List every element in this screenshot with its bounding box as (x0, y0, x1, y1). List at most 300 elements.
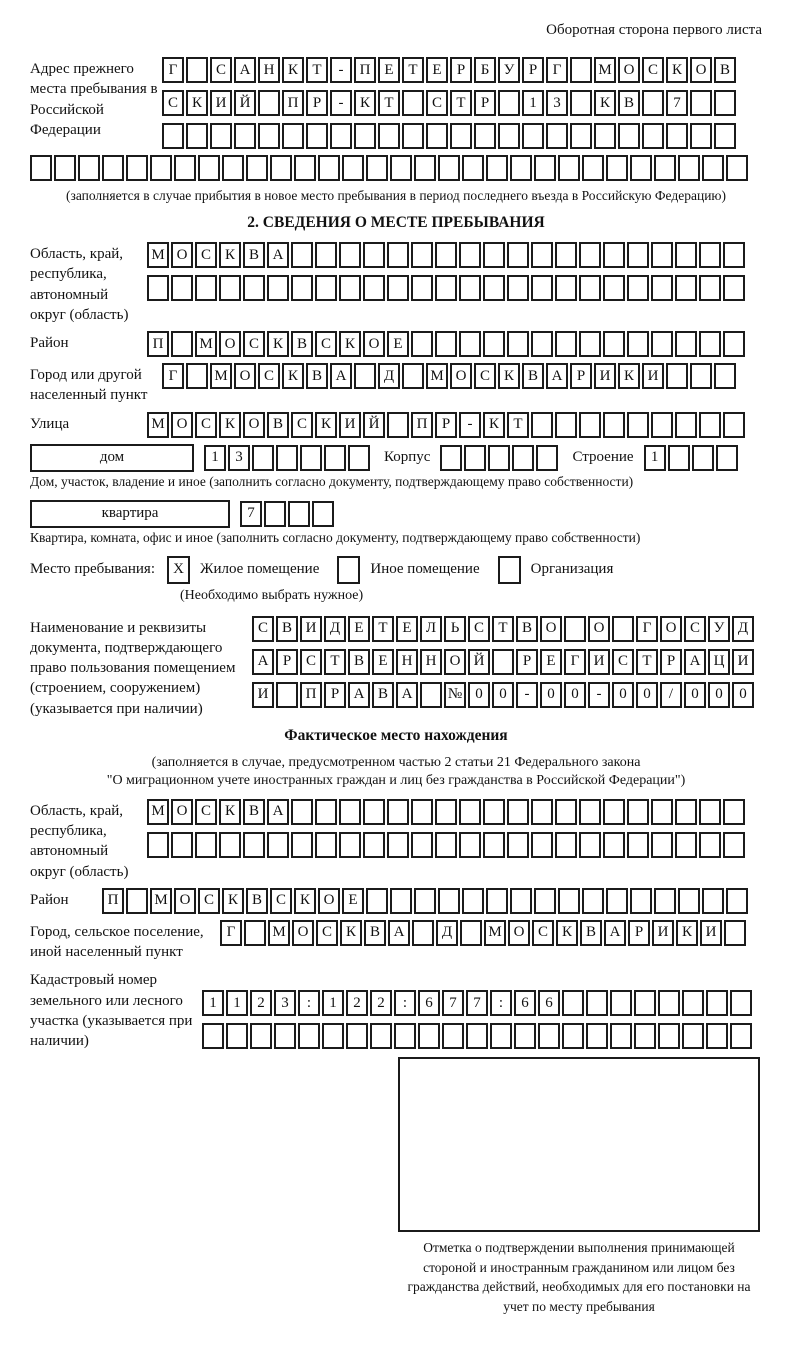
char-cell (186, 123, 208, 149)
char-cell (250, 1023, 272, 1049)
char-cell: В (364, 920, 386, 946)
char-cell: 3 (274, 990, 296, 1016)
stay-type-note: (Необходимо выбрать нужное) (180, 587, 364, 603)
actual-region-row-1 (147, 799, 762, 825)
char-cell (642, 90, 664, 116)
section2-title: 2. СВЕДЕНИЯ О МЕСТЕ ПРЕБЫВАНИЯ (247, 214, 545, 231)
actual-city-row (220, 920, 762, 946)
char-cell (342, 155, 364, 181)
char-cell (267, 832, 289, 858)
char-cell (531, 832, 553, 858)
house-number-cells (204, 445, 370, 471)
char-cell: М (268, 920, 290, 946)
char-cell: С (195, 242, 217, 268)
char-cell (610, 990, 632, 1016)
char-cell (171, 275, 193, 301)
actual-district-field (30, 888, 762, 914)
char-cell: И (210, 90, 232, 116)
char-cell: Н (420, 649, 442, 675)
char-cell: С (474, 363, 496, 389)
actual-region-row-2 (147, 832, 762, 858)
char-cell (726, 155, 748, 181)
char-cell: 2 (250, 990, 272, 1016)
char-cell: Т (378, 90, 400, 116)
char-cell (78, 155, 100, 181)
char-cell (603, 832, 625, 858)
char-cell (435, 242, 457, 268)
document-row-2 (252, 649, 762, 675)
char-cell: Р (570, 363, 592, 389)
char-cell (420, 682, 442, 708)
char-cell: 1 (644, 445, 666, 471)
checkbox-organization (498, 556, 521, 584)
char-cell (222, 155, 244, 181)
char-cell (312, 501, 334, 527)
char-cell (723, 331, 745, 357)
char-cell (435, 331, 457, 357)
char-cell: К (354, 90, 376, 116)
char-cell: И (700, 920, 722, 946)
actual-location-note-2: "О миграционном учете иностранных граждан и лиц без гражданства в Российской Федерации") (106, 772, 686, 788)
char-cell: 7 (442, 990, 464, 1016)
prev-address-row-4 (30, 155, 762, 181)
char-cell (603, 331, 625, 357)
char-cell: О (171, 799, 193, 825)
char-cell: П (102, 888, 124, 914)
char-cell (514, 1023, 536, 1049)
char-cell: 0 (540, 682, 562, 708)
char-cell (723, 242, 745, 268)
char-cell (459, 275, 481, 301)
char-cell: С (162, 90, 184, 116)
char-cell (315, 799, 337, 825)
char-cell: Й (363, 412, 385, 438)
char-cell (411, 275, 433, 301)
option-organization-label: Организация (530, 561, 614, 577)
char-cell (435, 832, 457, 858)
district-field (30, 331, 762, 357)
char-cell (682, 1023, 704, 1049)
char-cell (54, 155, 76, 181)
char-cell (538, 1023, 560, 1049)
char-cell: О (588, 616, 610, 642)
char-cell: Л (420, 616, 442, 642)
district-row (147, 331, 762, 357)
char-cell: Р (628, 920, 650, 946)
char-cell: Е (348, 616, 370, 642)
char-cell: - (330, 57, 352, 83)
char-cell: А (330, 363, 352, 389)
char-cell (555, 242, 577, 268)
actual-city-label: Город, сельское поселение, иной населенный пункт (30, 923, 204, 960)
char-cell (363, 242, 385, 268)
char-cell (315, 242, 337, 268)
char-cell: - (330, 90, 352, 116)
char-cell: И (252, 682, 274, 708)
char-cell: - (588, 682, 610, 708)
char-cell (466, 1023, 488, 1049)
char-cell: С (195, 799, 217, 825)
char-cell (486, 155, 508, 181)
char-cell: 1 (322, 990, 344, 1016)
char-cell (442, 1023, 464, 1049)
char-cell (459, 799, 481, 825)
char-cell (162, 123, 184, 149)
char-cell: В (306, 363, 328, 389)
char-cell (555, 331, 577, 357)
prev-address-row-1 (162, 57, 762, 83)
char-cell (507, 331, 529, 357)
char-cell: Р (435, 412, 457, 438)
char-cell: С (252, 616, 274, 642)
char-cell: Е (378, 57, 400, 83)
char-cell (564, 616, 586, 642)
char-cell (730, 1023, 752, 1049)
char-cell: Д (436, 920, 458, 946)
char-cell (402, 90, 424, 116)
char-cell (490, 1023, 512, 1049)
actual-region-field (30, 799, 762, 882)
char-cell: О (243, 412, 265, 438)
cadastral-field (30, 968, 762, 1051)
char-cell (459, 331, 481, 357)
char-cell (723, 275, 745, 301)
char-cell: К (315, 412, 337, 438)
char-cell: Т (402, 57, 424, 83)
char-cell (474, 123, 496, 149)
char-cell: О (508, 920, 530, 946)
char-cell (198, 155, 220, 181)
char-cell (435, 275, 457, 301)
char-cell: 1 (226, 990, 248, 1016)
char-cell (243, 832, 265, 858)
char-cell: Й (234, 90, 256, 116)
char-cell (507, 242, 529, 268)
char-cell: Т (636, 649, 658, 675)
char-cell: С (612, 649, 634, 675)
house-type-box: дом (30, 444, 194, 472)
char-cell: В (276, 616, 298, 642)
char-cell: Р (450, 57, 472, 83)
char-cell (654, 155, 676, 181)
char-cell (531, 412, 553, 438)
char-cell: С (300, 649, 322, 675)
char-cell: 0 (684, 682, 706, 708)
street-label: Улица (30, 415, 70, 432)
char-cell (723, 412, 745, 438)
region-field (30, 242, 762, 325)
char-cell (558, 155, 580, 181)
char-cell (668, 445, 690, 471)
char-cell (202, 1023, 224, 1049)
region-label: Область, край, республика, автономный округ (область) (30, 246, 129, 323)
actual-location-note-1: (заполняется в случае, предусмотренном частью 2 статьи 21 Федерального закона (151, 754, 641, 770)
char-cell (570, 90, 592, 116)
char-cell (276, 445, 298, 471)
char-cell (354, 363, 376, 389)
char-cell (291, 832, 313, 858)
header-note: Оборотная сторона первого листа (546, 22, 762, 38)
char-cell: Н (258, 57, 280, 83)
char-cell: 1 (202, 990, 224, 1016)
char-cell: Т (507, 412, 529, 438)
char-cell: : (298, 990, 320, 1016)
char-cell (498, 90, 520, 116)
char-cell: 7 (466, 990, 488, 1016)
char-cell: П (354, 57, 376, 83)
char-cell (586, 990, 608, 1016)
char-cell (171, 832, 193, 858)
char-cell: 3 (546, 90, 568, 116)
city-label: Город или другой населенный пункт (30, 367, 148, 404)
char-cell: К (219, 412, 241, 438)
checkbox-residential: X (167, 556, 190, 584)
char-cell (418, 1023, 440, 1049)
char-cell (264, 501, 286, 527)
char-cell (102, 155, 124, 181)
char-cell: В (372, 682, 394, 708)
char-cell (562, 1023, 584, 1049)
char-cell (570, 57, 592, 83)
char-cell (346, 1023, 368, 1049)
char-cell: 0 (468, 682, 490, 708)
char-cell (534, 155, 556, 181)
char-cell (666, 363, 688, 389)
char-cell (507, 799, 529, 825)
char-cell: 0 (708, 682, 730, 708)
char-cell: О (363, 331, 385, 357)
char-cell: Е (342, 888, 364, 914)
char-cell: О (234, 363, 256, 389)
char-cell (411, 331, 433, 357)
char-cell: О (450, 363, 472, 389)
char-cell (507, 275, 529, 301)
char-cell (630, 888, 652, 914)
char-cell (534, 888, 556, 914)
char-cell (651, 275, 673, 301)
actual-location-title: Фактическое место нахождения (284, 726, 508, 744)
street-row (147, 412, 762, 438)
char-cell (723, 832, 745, 858)
char-cell (666, 123, 688, 149)
char-cell (488, 445, 510, 471)
stay-type-row (30, 556, 762, 584)
char-cell: : (394, 990, 416, 1016)
char-cell: В (267, 412, 289, 438)
char-cell: А (388, 920, 410, 946)
char-cell (724, 920, 746, 946)
char-cell: 7 (666, 90, 688, 116)
char-cell: О (690, 57, 712, 83)
char-cell: Г (564, 649, 586, 675)
char-cell (464, 445, 486, 471)
char-cell (366, 888, 388, 914)
char-cell (300, 445, 322, 471)
korpus-label: Корпус (384, 449, 431, 465)
char-cell: С (198, 888, 220, 914)
char-cell (618, 123, 640, 149)
document-row-1 (252, 616, 762, 642)
char-cell: И (594, 363, 616, 389)
char-cell: А (546, 363, 568, 389)
char-cell (411, 832, 433, 858)
char-cell (195, 832, 217, 858)
char-cell (706, 1023, 728, 1049)
char-cell: В (522, 363, 544, 389)
char-cell (627, 275, 649, 301)
char-cell (579, 832, 601, 858)
char-cell: С (426, 90, 448, 116)
char-cell (603, 799, 625, 825)
char-cell (492, 649, 514, 675)
char-cell (394, 1023, 416, 1049)
char-cell: Д (324, 616, 346, 642)
char-cell (426, 123, 448, 149)
prev-address-note: (заполняется в случае прибытия в новое место пребывания в период последнего въезда в Российскую Федерацию) (65, 188, 727, 203)
char-cell (411, 799, 433, 825)
char-cell (627, 331, 649, 357)
char-cell (387, 412, 409, 438)
char-cell: И (732, 649, 754, 675)
char-cell (531, 331, 553, 357)
char-cell: А (348, 682, 370, 708)
char-cell: : (490, 990, 512, 1016)
char-cell (378, 123, 400, 149)
char-cell (510, 155, 532, 181)
char-cell (714, 123, 736, 149)
char-cell: А (684, 649, 706, 675)
char-cell (126, 888, 148, 914)
char-cell (579, 331, 601, 357)
char-cell: 2 (370, 990, 392, 1016)
char-cell: С (270, 888, 292, 914)
char-cell (186, 363, 208, 389)
char-cell: Т (450, 90, 472, 116)
char-cell (675, 799, 697, 825)
region-row-1 (147, 242, 762, 268)
char-cell: Д (732, 616, 754, 642)
char-cell: О (171, 412, 193, 438)
char-cell: С (315, 331, 337, 357)
char-cell (630, 155, 652, 181)
char-cell: Е (387, 331, 409, 357)
char-cell (678, 888, 700, 914)
char-cell (627, 832, 649, 858)
char-cell (440, 445, 462, 471)
char-cell (315, 275, 337, 301)
char-cell: С (258, 363, 280, 389)
char-cell: А (267, 242, 289, 268)
char-cell: Т (492, 616, 514, 642)
char-cell: Т (324, 649, 346, 675)
char-cell (390, 155, 412, 181)
char-cell (610, 1023, 632, 1049)
char-cell: Ь (444, 616, 466, 642)
apartment-row (30, 500, 762, 528)
char-cell (414, 155, 436, 181)
char-cell: 0 (636, 682, 658, 708)
char-cell (690, 363, 712, 389)
char-cell (651, 799, 673, 825)
char-cell (387, 242, 409, 268)
char-cell: С (195, 412, 217, 438)
char-cell (147, 275, 169, 301)
char-cell: О (618, 57, 640, 83)
street-field (30, 412, 762, 438)
cadastral-row-2 (202, 1023, 762, 1049)
char-cell: Е (396, 616, 418, 642)
char-cell (276, 682, 298, 708)
char-cell: К (618, 363, 640, 389)
char-cell (363, 799, 385, 825)
char-cell (675, 242, 697, 268)
char-cell (579, 242, 601, 268)
char-cell (562, 990, 584, 1016)
char-cell (460, 920, 482, 946)
stroenie-cells (644, 445, 738, 471)
char-cell: Т (306, 57, 328, 83)
char-cell (651, 242, 673, 268)
char-cell (699, 832, 721, 858)
char-cell (675, 331, 697, 357)
char-cell (702, 155, 724, 181)
char-cell (612, 616, 634, 642)
char-cell: А (267, 799, 289, 825)
char-cell (582, 888, 604, 914)
char-cell (531, 242, 553, 268)
char-cell: И (300, 616, 322, 642)
char-cell (339, 242, 361, 268)
char-cell (402, 123, 424, 149)
char-cell (411, 242, 433, 268)
char-cell (555, 799, 577, 825)
char-cell (658, 990, 680, 1016)
char-cell: С (532, 920, 554, 946)
char-cell: В (243, 242, 265, 268)
char-cell (339, 799, 361, 825)
char-cell: Е (372, 649, 394, 675)
char-cell: 0 (732, 682, 754, 708)
char-cell: А (234, 57, 256, 83)
char-cell: № (444, 682, 466, 708)
stay-type-label: Место пребывания: (30, 561, 155, 577)
char-cell (507, 832, 529, 858)
char-cell (536, 445, 558, 471)
char-cell (412, 920, 434, 946)
char-cell: И (339, 412, 361, 438)
region-row-2 (147, 275, 762, 301)
char-cell (267, 275, 289, 301)
char-cell (603, 242, 625, 268)
char-cell (339, 832, 361, 858)
char-cell: / (660, 682, 682, 708)
char-cell: В (246, 888, 268, 914)
char-cell: К (219, 242, 241, 268)
char-cell (258, 90, 280, 116)
char-cell (606, 888, 628, 914)
char-cell (438, 155, 460, 181)
char-cell (706, 990, 728, 1016)
char-cell (322, 1023, 344, 1049)
char-cell: С (291, 412, 313, 438)
char-cell (370, 1023, 392, 1049)
char-cell: 6 (538, 990, 560, 1016)
char-cell: В (516, 616, 538, 642)
char-cell: С (316, 920, 338, 946)
char-cell: 0 (492, 682, 514, 708)
char-cell (450, 123, 472, 149)
actual-district-label: Район (30, 891, 69, 908)
